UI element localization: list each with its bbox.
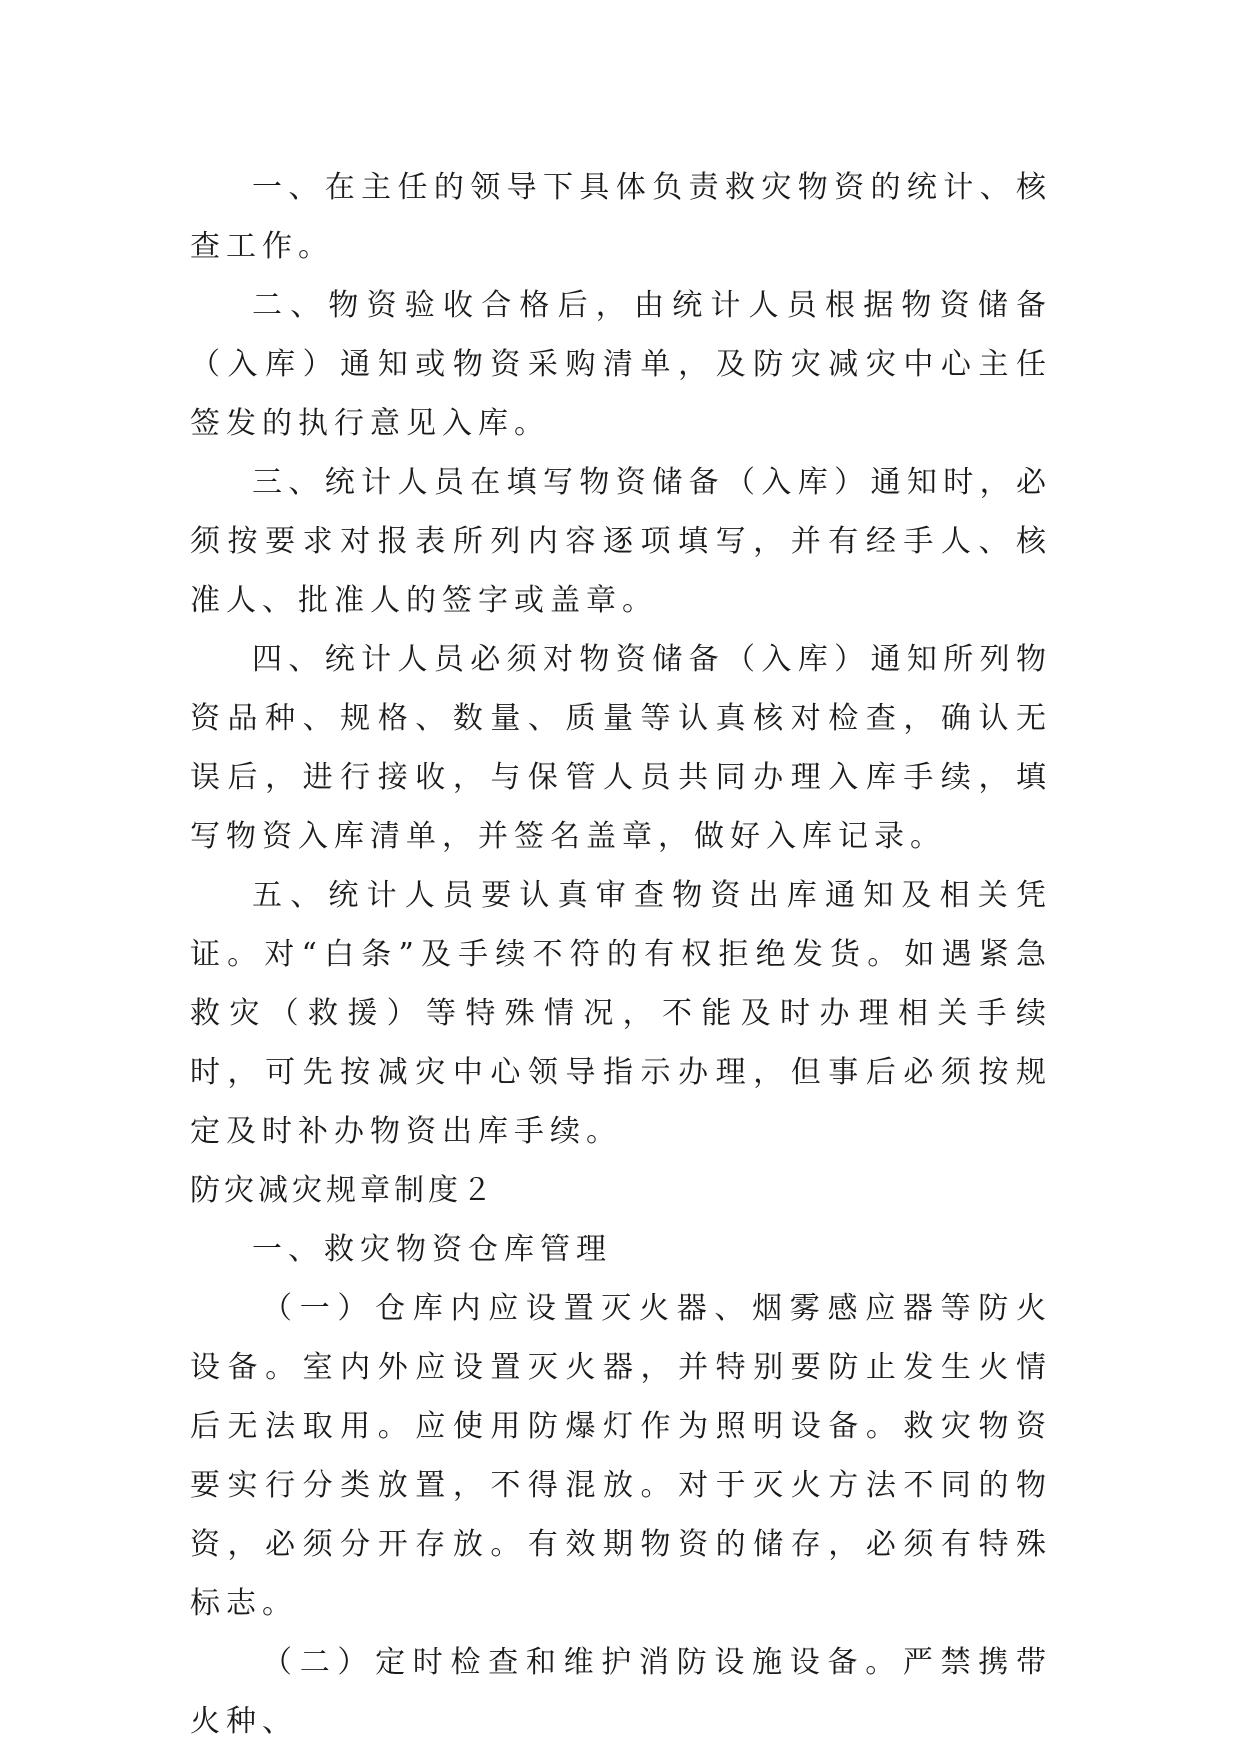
document-heading: 防灾减灾规章制度２ [190, 1173, 496, 1208]
paragraph-2: 二、物资验收合格后，由统计人员根据物资储备（入库）通知或物资采购清单，及防灾减灾中心主任签发的执行意见入库。 [190, 288, 1052, 441]
sub-paragraph-1: （一）仓库内应设置灭火器、烟雾感应器等防火设备。室内外应设置灭火器，并特别要防止发生火情后无法取用。应使用防爆灯作为照明设备。救灾物资要实行分类放置，不得混放。对于灭火方法不同的物资，必须分开存放。有效期物资的储存，必须有特殊标志。 [190, 1291, 1052, 1621]
paragraph-5: 五、统计人员要认真审查物资出库通知及相关凭证。对“白条”及手续不符的有权拒绝发货。如遇紧急救灾（救援）等特殊情况，不能及时办理相关手续时，可先按减灾中心领导指示办理，但事后必须按规定及时补办物资出库手续。 [190, 878, 1052, 1149]
paragraph-4: 四、统计人员必须对物资储备（入库）通知所列物资品种、规格、数量、质量等认真核对检查，确认无误后，进行接收，与保管人员共同办理入库手续，填写物资入库清单，并签名盖章，做好入库记录。 [190, 642, 1052, 854]
paragraph-1: 一、在主任的领导下具体负责救灾物资的统计、核查工作。 [190, 170, 1052, 264]
sub-paragraph-2: （二）定时检查和维护消防设施设备。严禁携带火种、 [190, 1645, 1052, 1739]
paragraph-3: 三、统计人员在填写物资储备（入库）通知时，必须按要求对报表所列内容逐项填写，并有经手人、核准人、批准人的签字或盖章。 [190, 465, 1052, 618]
document-page [190, 158, 1052, 1751]
section-title: 一、救灾物资仓库管理 [252, 1232, 612, 1267]
